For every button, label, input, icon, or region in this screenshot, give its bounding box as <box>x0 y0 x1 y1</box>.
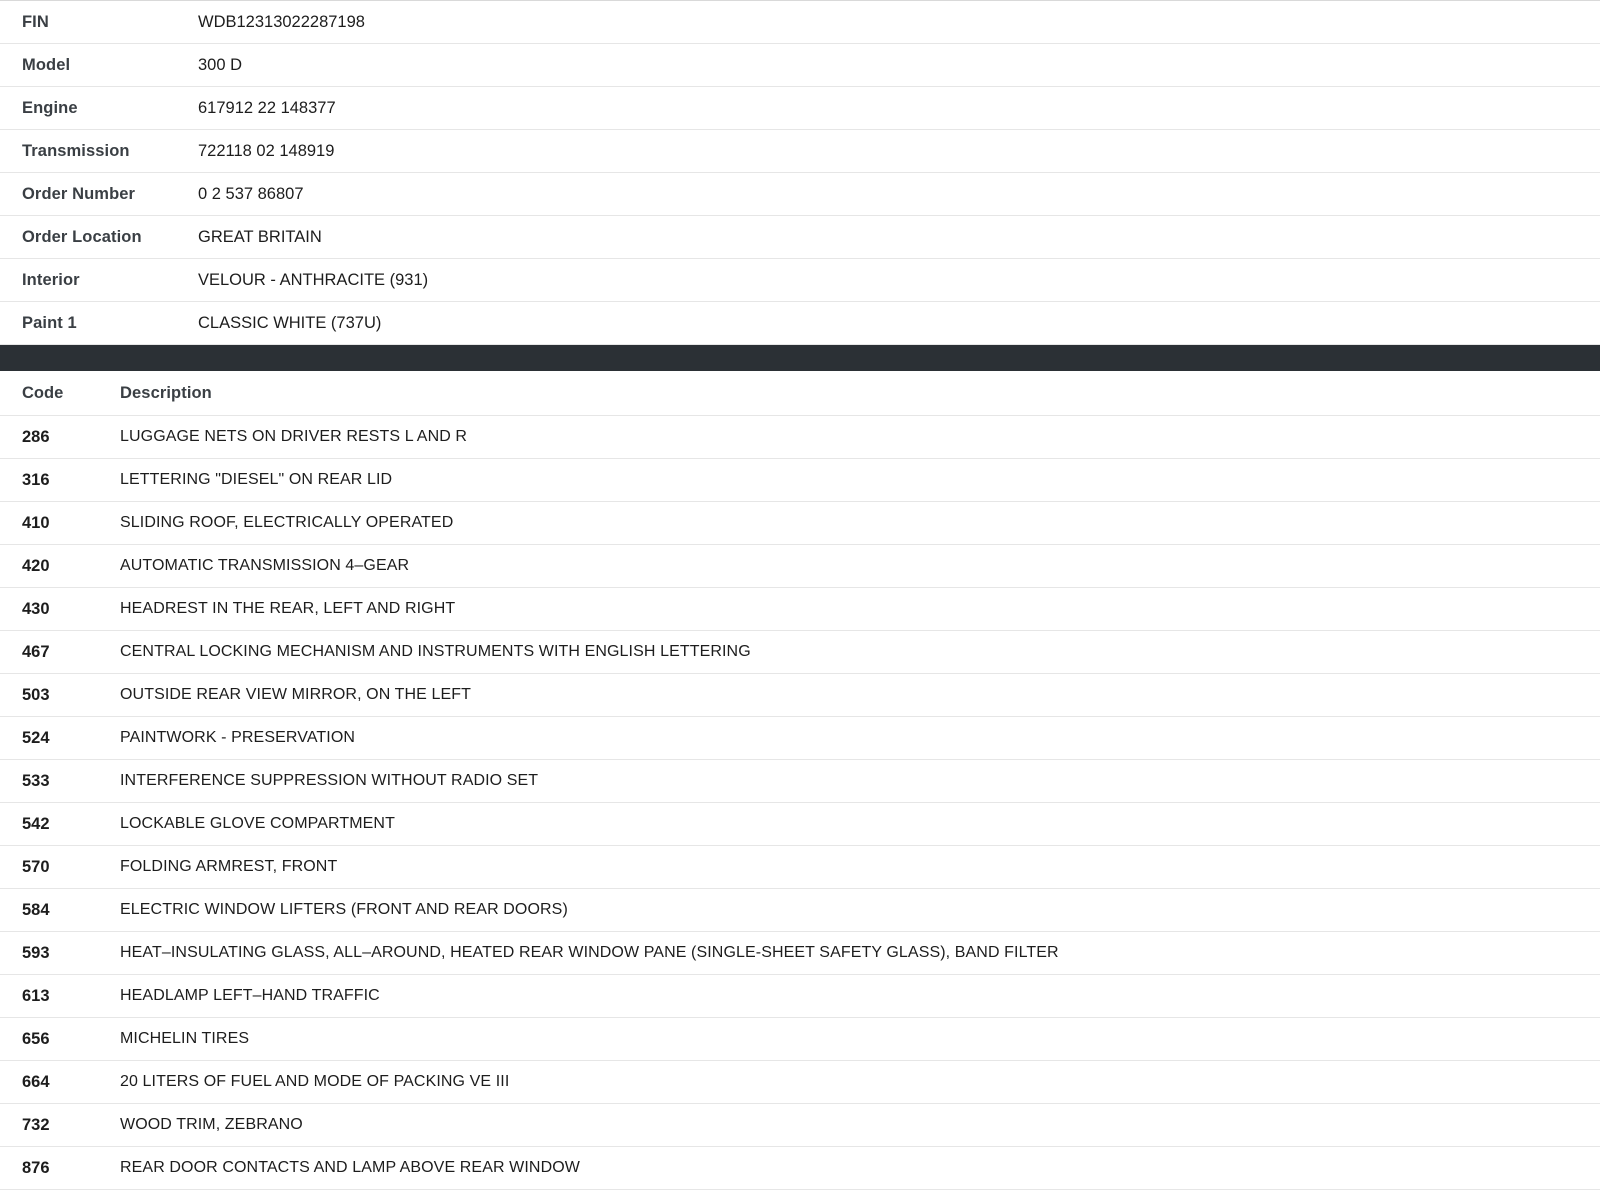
table-row <box>0 44 1600 87</box>
table-row <box>0 631 1600 674</box>
option-code: 664 <box>0 1061 100 1104</box>
table-row <box>0 1061 1600 1104</box>
option-code: 593 <box>0 932 100 975</box>
option-code: 876 <box>0 1147 100 1190</box>
option-description: AUTOMATIC TRANSMISSION 4–GEAR <box>100 545 1600 588</box>
option-description: HEAT–INSULATING GLASS, ALL–AROUND, HEATED REAR WINDOW PANE (SINGLE-SHEET SAFETY GLASS), BAND FILTER <box>100 932 1600 975</box>
table-row <box>0 1147 1600 1190</box>
option-codes-body <box>0 416 1600 1190</box>
spec-label: FIN <box>22 12 49 31</box>
option-description: REAR DOOR CONTACTS AND LAMP ABOVE REAR WINDOW <box>100 1147 1600 1190</box>
spec-label: Order Number <box>22 184 136 203</box>
option-description: PAINTWORK - PRESERVATION <box>100 717 1600 760</box>
section-divider-band <box>0 345 1600 371</box>
option-description: FOLDING ARMREST, FRONT <box>100 846 1600 889</box>
spec-value: 300 D <box>198 55 243 74</box>
option-code: 410 <box>0 502 100 545</box>
option-description: MICHELIN TIRES <box>100 1018 1600 1061</box>
table-row <box>0 889 1600 932</box>
option-code: 533 <box>0 760 100 803</box>
option-code: 467 <box>0 631 100 674</box>
spec-value: 722118 02 148919 <box>198 141 335 160</box>
vehicle-spec-table <box>0 0 1600 345</box>
option-description: INTERFERENCE SUPPRESSION WITHOUT RADIO SET <box>100 760 1600 803</box>
spec-value: CLASSIC WHITE (737U) <box>198 313 382 332</box>
table-row <box>0 803 1600 846</box>
option-codes-table <box>0 371 1600 1190</box>
option-description: ELECTRIC WINDOW LIFTERS (FRONT AND REAR DOORS) <box>100 889 1600 932</box>
option-code: 656 <box>0 1018 100 1061</box>
table-row <box>0 1 1600 44</box>
spec-value: WDB12313022287198 <box>198 12 365 31</box>
table-row <box>0 459 1600 502</box>
table-row <box>0 674 1600 717</box>
table-row <box>0 302 1600 345</box>
column-header-description: Description <box>100 371 1600 416</box>
table-row <box>0 87 1600 130</box>
option-code: 286 <box>0 416 100 459</box>
spec-label: Interior <box>22 270 80 289</box>
spec-label: Paint 1 <box>22 313 77 332</box>
spec-label: Order Location <box>22 227 142 246</box>
option-description: LUGGAGE NETS ON DRIVER RESTS L AND R <box>100 416 1600 459</box>
option-description: CENTRAL LOCKING MECHANISM AND INSTRUMENTS WITH ENGLISH LETTERING <box>100 631 1600 674</box>
spec-label: Model <box>22 55 71 74</box>
option-description: LETTERING "DIESEL" ON REAR LID <box>100 459 1600 502</box>
table-row <box>0 416 1600 459</box>
option-description: HEADLAMP LEFT–HAND TRAFFIC <box>100 975 1600 1018</box>
option-description: 20 LITERS OF FUEL AND MODE OF PACKING VE III <box>100 1061 1600 1104</box>
spec-value: 0 2 537 86807 <box>198 184 304 203</box>
option-description: LOCKABLE GLOVE COMPARTMENT <box>100 803 1600 846</box>
column-header-code: Code <box>0 371 100 416</box>
table-row <box>0 502 1600 545</box>
table-row <box>0 760 1600 803</box>
vehicle-spec-body <box>0 1 1600 345</box>
option-code: 420 <box>0 545 100 588</box>
option-codes-header <box>0 371 1600 416</box>
spec-value: VELOUR - ANTHRACITE (931) <box>198 270 429 289</box>
option-code: 316 <box>0 459 100 502</box>
option-code: 584 <box>0 889 100 932</box>
option-code: 524 <box>0 717 100 760</box>
table-row <box>0 216 1600 259</box>
table-row <box>0 173 1600 216</box>
table-row <box>0 1018 1600 1061</box>
option-code: 570 <box>0 846 100 889</box>
table-row <box>0 975 1600 1018</box>
spec-label: Engine <box>22 98 78 117</box>
table-row <box>0 1104 1600 1147</box>
option-description: HEADREST IN THE REAR, LEFT AND RIGHT <box>100 588 1600 631</box>
option-code: 732 <box>0 1104 100 1147</box>
table-row <box>0 717 1600 760</box>
option-code: 430 <box>0 588 100 631</box>
option-code: 503 <box>0 674 100 717</box>
table-row <box>0 130 1600 173</box>
table-header-row <box>0 371 1600 416</box>
table-row <box>0 846 1600 889</box>
option-code: 613 <box>0 975 100 1018</box>
option-code: 542 <box>0 803 100 846</box>
option-description: WOOD TRIM, ZEBRANO <box>100 1104 1600 1147</box>
table-row <box>0 588 1600 631</box>
table-row <box>0 932 1600 975</box>
option-description: SLIDING ROOF, ELECTRICALLY OPERATED <box>100 502 1600 545</box>
spec-value: GREAT BRITAIN <box>198 227 322 246</box>
option-description: OUTSIDE REAR VIEW MIRROR, ON THE LEFT <box>100 674 1600 717</box>
spec-label: Transmission <box>22 141 130 160</box>
table-row <box>0 259 1600 302</box>
spec-value: 617912 22 148377 <box>198 98 336 117</box>
table-row <box>0 545 1600 588</box>
